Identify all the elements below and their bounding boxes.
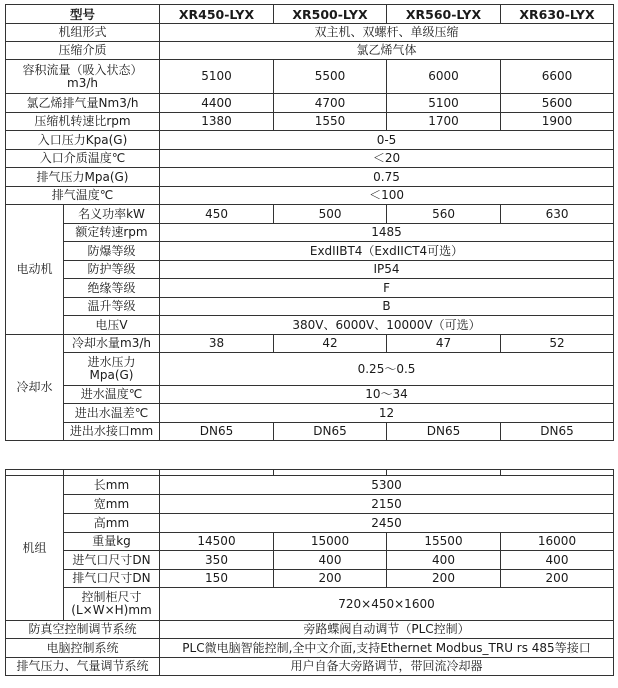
model-2: XR500-LYX xyxy=(274,5,387,24)
cell: DN65 xyxy=(501,423,614,441)
table-row xyxy=(6,60,614,94)
cell: 5600 xyxy=(501,94,614,113)
cell: 47 xyxy=(387,335,501,353)
row-label: 防护等级 xyxy=(64,261,160,279)
row-value: ＜20 xyxy=(160,150,614,168)
row-label: 入口压力Kpa(G) xyxy=(6,131,160,150)
cell: 5500 xyxy=(274,60,387,94)
row-value: ＜100 xyxy=(160,187,614,205)
cell: 15000 xyxy=(274,533,387,551)
cell: 38 xyxy=(160,335,274,353)
row-label: 压缩机转速比rpm xyxy=(6,113,160,131)
table-row xyxy=(6,279,614,298)
row-value: 2150 xyxy=(160,495,614,514)
row-label: 容积流量（吸入状态）m3/h xyxy=(6,60,160,94)
cell: 560 xyxy=(387,205,501,224)
table-row xyxy=(6,113,614,131)
row-label: 防真空控制调节系统 xyxy=(6,621,160,639)
cell: 6600 xyxy=(501,60,614,94)
section-unit: 机组 xyxy=(6,476,64,621)
table-row xyxy=(6,551,614,570)
table-row xyxy=(6,316,614,335)
cell: 200 xyxy=(274,570,387,588)
cell: 150 xyxy=(160,570,274,588)
row-label: 进气口尺寸DN xyxy=(64,551,160,570)
row-label: 高mm xyxy=(64,514,160,533)
table-row xyxy=(6,588,614,621)
row-label: 氯乙烯排气量Nm3/h xyxy=(6,94,160,113)
table-row xyxy=(6,298,614,316)
cell: 4400 xyxy=(160,94,274,113)
section-motor: 电动机 xyxy=(6,205,64,335)
table-row xyxy=(6,495,614,514)
cell: 6000 xyxy=(387,60,501,94)
cell: 4700 xyxy=(274,94,387,113)
row-label: 冷却水量m3/h xyxy=(64,335,160,353)
cell: 1900 xyxy=(501,113,614,131)
row-value: 双主机、双螺杆、单级压缩 xyxy=(160,24,614,42)
cell: 200 xyxy=(501,570,614,588)
model-3: XR560-LYX xyxy=(387,5,501,24)
cell: 1700 xyxy=(387,113,501,131)
section-cooling: 冷却水 xyxy=(6,335,64,441)
row-label: 重量kg xyxy=(64,533,160,551)
cell: 1550 xyxy=(274,113,387,131)
table-row xyxy=(6,353,614,386)
row-label: 排气温度℃ xyxy=(6,187,160,205)
cell: 52 xyxy=(501,335,614,353)
cell: 15500 xyxy=(387,533,501,551)
row-label: 进出水温差℃ xyxy=(64,404,160,423)
row-label: 温升等级 xyxy=(64,298,160,316)
row-value: B xyxy=(160,298,614,316)
row-value: 氯乙烯气体 xyxy=(160,42,614,60)
cell: DN65 xyxy=(274,423,387,441)
cell: 350 xyxy=(160,551,274,570)
row-label: 压缩介质 xyxy=(6,42,160,60)
cell: 500 xyxy=(274,205,387,224)
cell: 1380 xyxy=(160,113,274,131)
table-row xyxy=(6,639,614,658)
table-row xyxy=(6,621,614,639)
cell: DN65 xyxy=(160,423,274,441)
table-row xyxy=(6,205,614,224)
row-label: 排气压力、气量调节系统 xyxy=(6,658,160,676)
table-row xyxy=(6,94,614,113)
row-value: 380V、6000V、10000V（可选） xyxy=(160,316,614,335)
row-value: IP54 xyxy=(160,261,614,279)
cell: 200 xyxy=(387,570,501,588)
cell: 400 xyxy=(274,551,387,570)
row-label: 排气口尺寸DN xyxy=(64,570,160,588)
row-value: F xyxy=(160,279,614,298)
table-row xyxy=(6,131,614,150)
row-value: 12 xyxy=(160,404,614,423)
row-value: 旁路蝶阀自动调节（PLC控制） xyxy=(160,621,614,639)
table-row xyxy=(6,150,614,168)
cell: DN65 xyxy=(387,423,501,441)
row-value: 5300 xyxy=(160,476,614,495)
row-label: 进水压力Mpa(G) xyxy=(64,353,160,386)
row-label: 绝缘等级 xyxy=(64,279,160,298)
row-value: 0.25～0.5 xyxy=(160,353,614,386)
table-row xyxy=(6,533,614,551)
header-label: 型号 xyxy=(6,5,160,24)
row-label: 进出水接口mm xyxy=(64,423,160,441)
spec-table-upper xyxy=(5,4,614,441)
row-value: 0-5 xyxy=(160,131,614,150)
row-label: 宽mm xyxy=(64,495,160,514)
table-row xyxy=(6,42,614,60)
cell: 400 xyxy=(387,551,501,570)
cell: 5100 xyxy=(160,60,274,94)
table-row xyxy=(6,476,614,495)
table-row xyxy=(6,570,614,588)
row-label: 电脑控制系统 xyxy=(6,639,160,658)
row-value: PLC微电脑智能控制,全中文介面,支持Ethernet Modbus_TRU rs 485等接口 xyxy=(160,639,614,658)
spec-table-lower xyxy=(5,469,614,676)
table-row xyxy=(6,168,614,187)
cell: 450 xyxy=(160,205,274,224)
table-row xyxy=(6,187,614,205)
table-row xyxy=(6,658,614,676)
row-value: 10～34 xyxy=(160,386,614,404)
row-value: 1485 xyxy=(160,224,614,242)
row-value: 0.75 xyxy=(160,168,614,187)
cell: 16000 xyxy=(501,533,614,551)
row-value: ExdIIBT4（ExdIICT4可选） xyxy=(160,242,614,261)
table-row xyxy=(6,224,614,242)
table-row xyxy=(6,24,614,42)
row-value: 720×450×1600 xyxy=(160,588,614,621)
row-label: 防爆等级 xyxy=(64,242,160,261)
cell: 400 xyxy=(501,551,614,570)
row-label: 电压V xyxy=(64,316,160,335)
table-row xyxy=(6,261,614,279)
model-4: XR630-LYX xyxy=(501,5,614,24)
row-value: 用户自备大旁路调节，带回流冷却器 xyxy=(160,658,614,676)
row-label: 名义功率kW xyxy=(64,205,160,224)
row-label: 额定转速rpm xyxy=(64,224,160,242)
row-label: 长mm xyxy=(64,476,160,495)
table-row xyxy=(6,514,614,533)
row-label: 排气压力Mpa(G) xyxy=(6,168,160,187)
table-row xyxy=(6,404,614,423)
header-row xyxy=(6,5,614,24)
table-row xyxy=(6,386,614,404)
table-row xyxy=(6,242,614,261)
cell: 5100 xyxy=(387,94,501,113)
row-value: 2450 xyxy=(160,514,614,533)
row-label: 入口介质温度℃ xyxy=(6,150,160,168)
row-label: 机组形式 xyxy=(6,24,160,42)
table-row xyxy=(6,423,614,441)
cell: 42 xyxy=(274,335,387,353)
cell: 14500 xyxy=(160,533,274,551)
table-row xyxy=(6,335,614,353)
row-label: 进水温度℃ xyxy=(64,386,160,404)
model-1: XR450-LYX xyxy=(160,5,274,24)
cell: 630 xyxy=(501,205,614,224)
row-label: 控制柜尺寸(L×W×H)mm xyxy=(64,588,160,621)
